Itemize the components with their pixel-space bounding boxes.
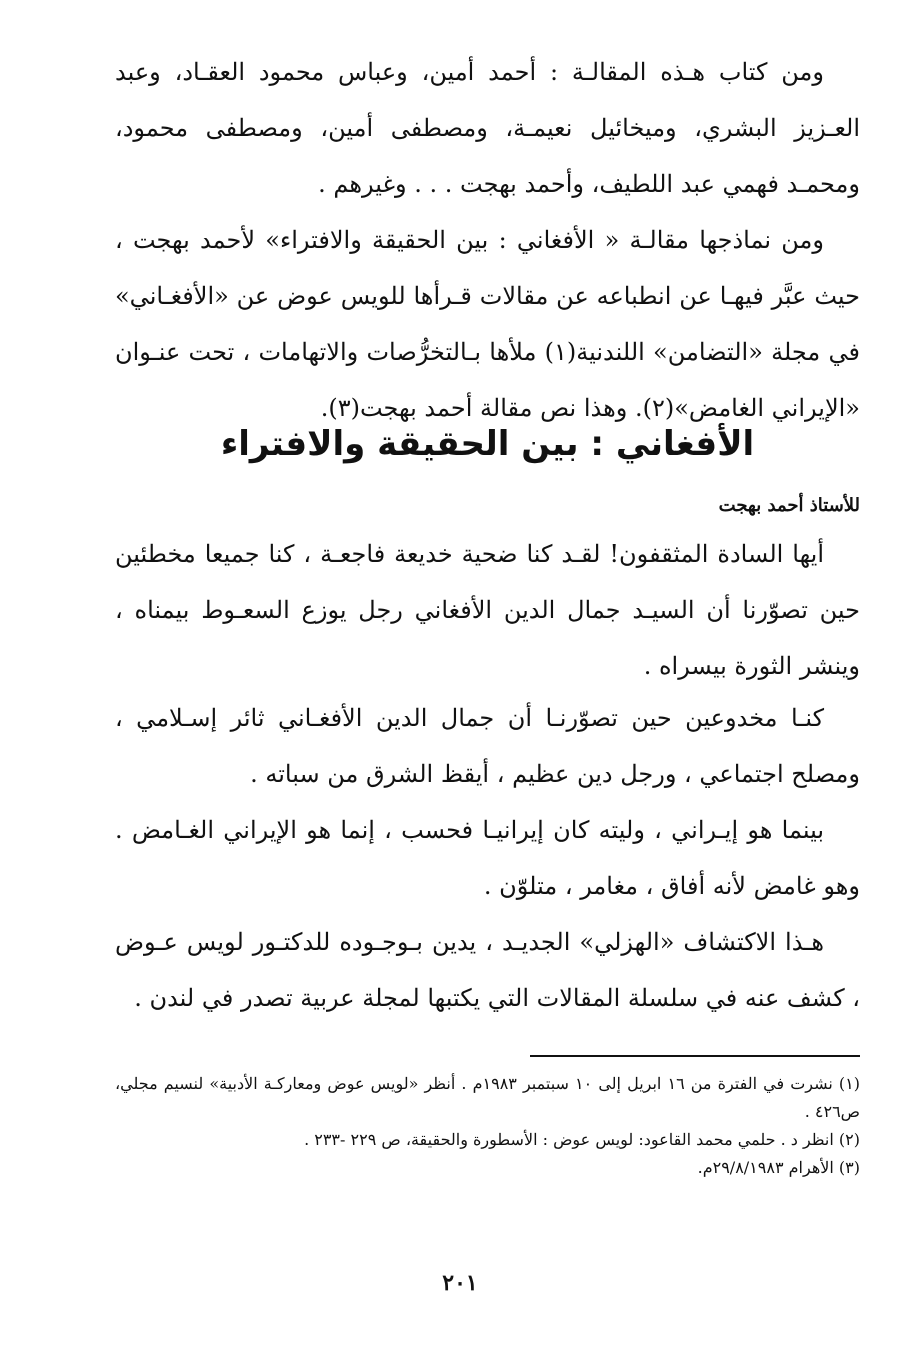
- body-text-block: [115, 802, 860, 914]
- body-paragraph: أيها السادة المثقفون! لقـد كنا ضحية خديعة فاجعـة ، كنا جميعا مخطئين حين تصوّرنا أن السيـد جمال الدين الأفغاني رجل يوزع السعـوط بيمناه ، وينشر الثورة بيسراه .: [115, 540, 860, 680]
- body-paragraph: ومن نماذجها مقالـة « الأفغاني : بين الحقيقة والافتراء» لأحمد بهجت ، حيث عبَّر فيهـا عن انطباعه عن مقالات قـرأها للويس عوض عن «الأفغـاني» في مجلة «التضامن» اللندنية(١) ملأها بـالتخرُّصات والاتهامات ، تحت عنـوان «الإيراني الغامض»(٢). وهذا نص مقالة أحمد بهجت(٣).: [115, 226, 860, 422]
- article-heading: الأفغاني : بين الحقيقة والافتراء: [220, 424, 755, 464]
- body-text-block: [115, 44, 860, 212]
- body-text-block: [115, 212, 860, 436]
- footnote-3: (٣) الأهرام ٢٩/٨/١٩٨٣م.: [697, 1158, 860, 1177]
- page-number: ٢٠١: [442, 1270, 478, 1296]
- body-paragraph: ومن كتاب هـذه المقالـة : أحمد أمين، وعباس محمود العقـاد، وعبد العـزيز البشري، وميخائيل نعيمـة، ومصطفى أمين، ومصطفى محمود، ومحمـد فهمي عبد اللطيف، وأحمد بهجت . . . وغيرهم .: [115, 58, 860, 198]
- body-text-block: [115, 690, 860, 802]
- footnote-1: (١) نشرت في الفترة من ١٦ ابريل إلى ١٠ سبتمبر ١٩٨٣م . أنظر «لويس عوض ومعاركـة الأدبية» لنسيم مجلي، ص٤٢٦ .: [115, 1074, 861, 1121]
- body-text-block: [115, 526, 860, 694]
- body-text-block: [115, 914, 860, 1026]
- footnotes: [115, 1070, 860, 1182]
- body-paragraph: بينما هو إيـراني ، وليته كان إيرانيـا فحسب ، إنما هو الإيراني الغـامض . وهو غامض لأنه أفاق ، مغامر ، متلوّن .: [115, 816, 860, 900]
- body-paragraph: كنـا مخدوعين حين تصوّرنـا أن جمال الدين الأفغـاني ثائر إسـلامي ، ومصلح اجتماعي ، ورجل دين عظيم ، أيقظ الشرق من سباته .: [115, 704, 860, 788]
- footnote-2: (٢) انظر د . حلمي محمد القاعود: لويس عوض : الأسطورة والحقيقة، ص ٢٢٩ -٢٣٣ .: [304, 1130, 860, 1149]
- footnote-divider: [530, 1055, 860, 1057]
- body-paragraph: هـذا الاكتشاف «الهزلي» الجديـد ، يدين بـوجـوده للدكتـور لويس عـوض ، كشف عنه في سلسلة المقالات التي يكتبها لمجلة عربية تصدر في لندن .: [115, 928, 860, 1012]
- article-byline: للأستاذ أحمد بهجت: [718, 495, 860, 516]
